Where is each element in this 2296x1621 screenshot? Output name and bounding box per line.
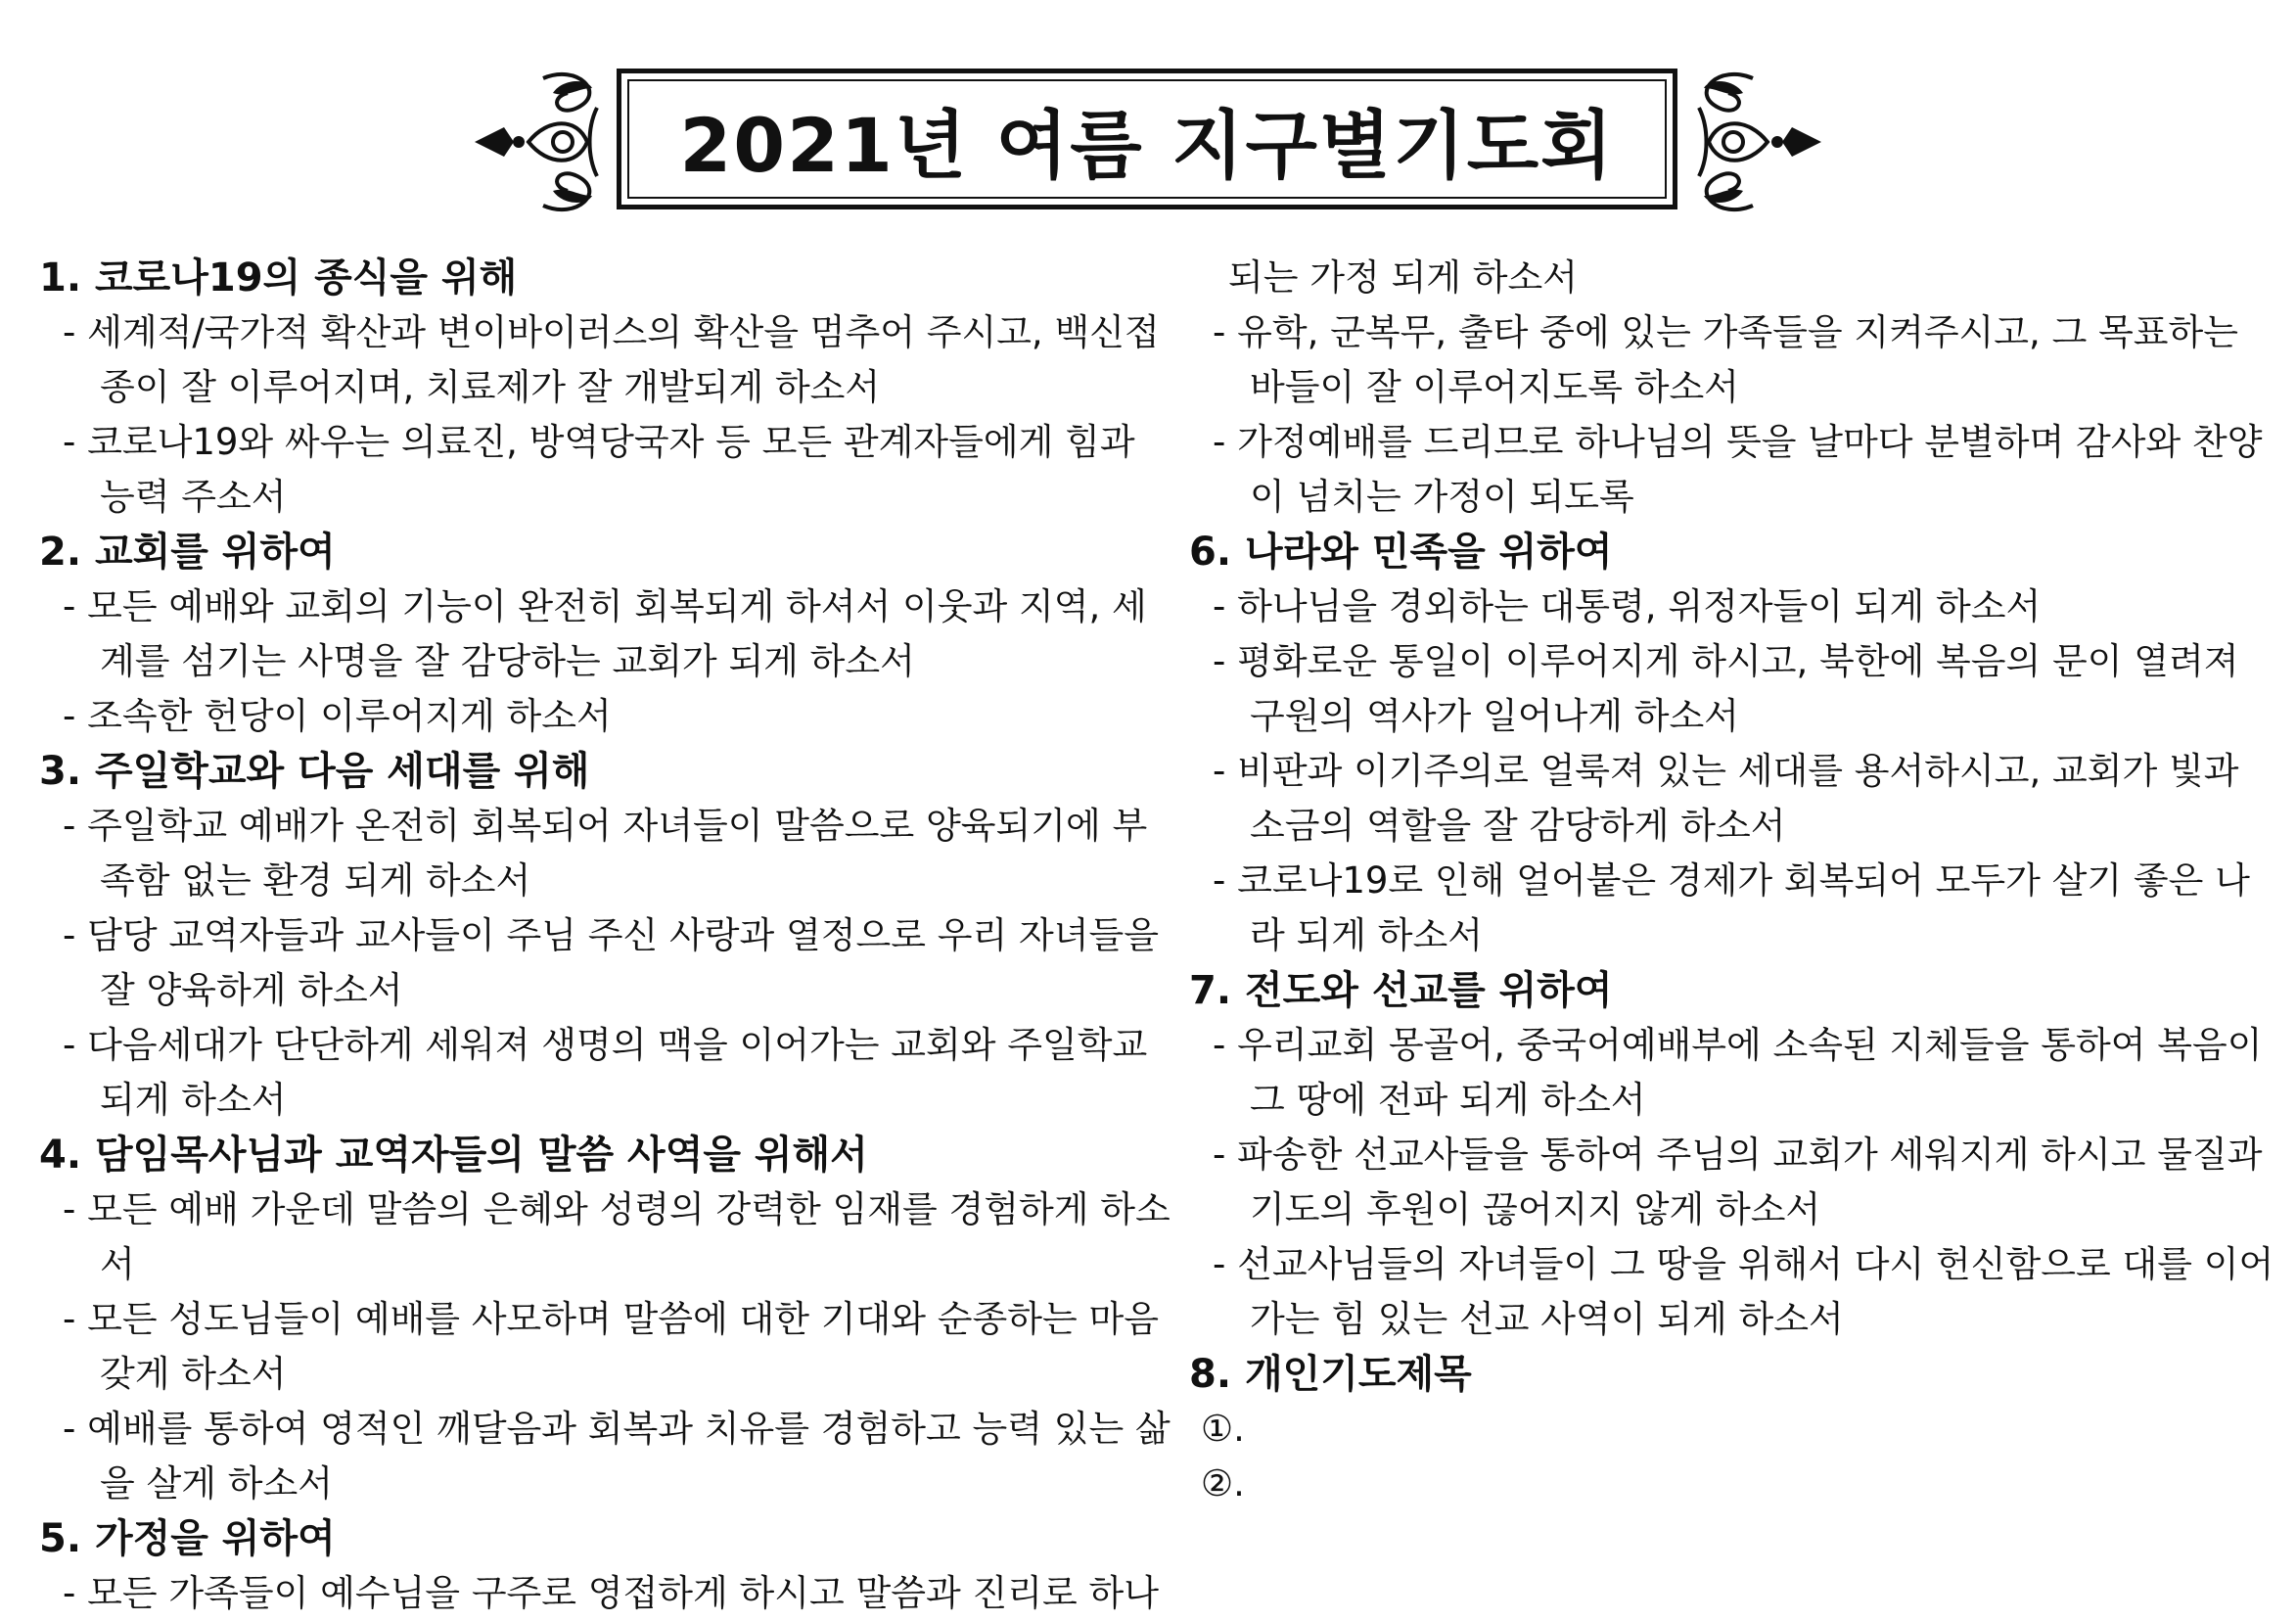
prayer-item: - 모든 성도님들이 예배를 사모하며 말씀에 대한 기대와 순종하는 마음 갖게 하소서 (63, 1298, 1159, 1395)
page-title: 2021년 여름 지구별기도회 (679, 101, 1615, 189)
prayer-item: - 세계적/국가적 확산과 변이바이러스의 확산을 멈추어 주시고, 백신접 종이 잘 이루어지며, 치료제가 잘 개발되게 하소서 (63, 311, 1160, 408)
prayer-item: - 선교사님들의 자녀들이 그 땅을 위해서 다시 헌신함으로 대를 이어가는 힘 있는 선교 사역이 되게 하소서 (1213, 1243, 2274, 1340)
section-heading-2: 2. 교회를 위하여 (39, 530, 336, 575)
personal-prayer-line-2: ②. (1201, 1462, 1245, 1505)
prayer-item: - 우리교회 몽골어, 중국어예배부에 소속된 지체들을 통하여 복음이 그 땅에 전파 되게 하소서 (1213, 1024, 2263, 1121)
left-column (39, 251, 1174, 1621)
title-frame (617, 69, 1677, 209)
prayer-item: - 주일학교 예배가 온전히 회복되어 자녀들이 말씀으로 양육되기에 부족함 없는 환경 되게 하소서 (63, 805, 1148, 902)
prayer-item: - 코로나19와 싸우는 의료진, 방역당국자 등 모든 관계자들에게 힘과 능력 주소서 (63, 421, 1135, 518)
flourish-ornament-left (470, 59, 617, 225)
personal-prayer-line-1: ①. (1201, 1408, 1245, 1450)
prayer-item: - 조속한 헌당이 이루어지게 하소서 (63, 695, 612, 737)
prayer-item: - 하나님을 경외하는 대통령, 위정자들이 되게 하소서 (1213, 585, 2042, 627)
prayer-item: - 예배를 통하여 영적인 깨달음과 회복과 치유를 경험하고 능력 있는 삶을 살게 하소서 (63, 1408, 1171, 1505)
section-heading-3: 3. 주일학교와 다음 세대를 위해 (39, 749, 590, 794)
section-heading-6: 6. 나라와 민족을 위하여 (1189, 530, 1613, 575)
prayer-item: - 평화로운 통일이 이루어지게 하시고, 북한에 복음의 문이 열려져 구원의 역사가 일어나게 하소서 (1213, 640, 2239, 737)
prayer-item: - 모든 가족들이 예수님을 구주로 영접하게 하시고 말씀과 진리로 하나 (63, 1572, 1159, 1614)
prayer-item: - 유학, 군복무, 출타 중에 있는 가족들을 지켜주시고, 그 목표하는 바들이 잘 이루어지도록 하소서 (1213, 311, 2239, 408)
section-heading-7: 7. 전도와 선교를 위하여 (1189, 968, 1613, 1013)
title-banner (470, 59, 1826, 225)
section-heading-5: 5. 가정을 위하여 (39, 1516, 336, 1561)
section-heading-8: 8. 개인기도제목 (1189, 1352, 1472, 1397)
prayer-item: - 모든 예배와 교회의 기능이 완전히 회복되게 하셔서 이웃과 지역, 세계를 섬기는 사명을 잘 감당하는 교회가 되게 하소서 (63, 585, 1147, 682)
section-heading-4: 4. 담임목사님과 교역자들의 말씀 사역을 위해서 (39, 1133, 868, 1178)
prayer-item-continued: 되는 가정 되게 하소서 (1228, 256, 1578, 299)
prayer-item: - 코로나19로 인해 얼어붙은 경제가 회복되어 모두가 살기 좋은 나라 되게 하소서 (1213, 859, 2250, 956)
prayer-item: - 가정예배를 드리므로 하나님의 뜻을 날마다 분별하며 감사와 찬양이 넘치는 가정이 되도록 (1213, 421, 2263, 518)
prayer-item: - 비판과 이기주의로 얼룩져 있는 세대를 용서하시고, 교회가 빛과 소금의 역할을 잘 감당하게 하소서 (1213, 750, 2239, 847)
prayer-item: - 파송한 선교사들을 통하여 주님의 교회가 세워지게 하시고 물질과 기도의 후원이 끊어지지 않게 하소서 (1213, 1134, 2263, 1230)
flourish-ornament-right (1679, 59, 1826, 225)
section-heading-1: 1. 코로나19의 종식을 위해 (39, 255, 518, 301)
prayer-item: - 모든 예배 가운데 말씀의 은혜와 성령의 강력한 임재를 경험하게 하소서 (63, 1188, 1171, 1285)
right-column (1189, 251, 2275, 1511)
prayer-item: - 다음세대가 단단하게 세워져 생명의 맥을 이어가는 교회와 주일학교 되게 하소서 (63, 1024, 1148, 1121)
prayer-item: - 담당 교역자들과 교사들이 주님 주신 사랑과 열정으로 우리 자녀들을 잘 양육하게 하소서 (63, 914, 1159, 1011)
